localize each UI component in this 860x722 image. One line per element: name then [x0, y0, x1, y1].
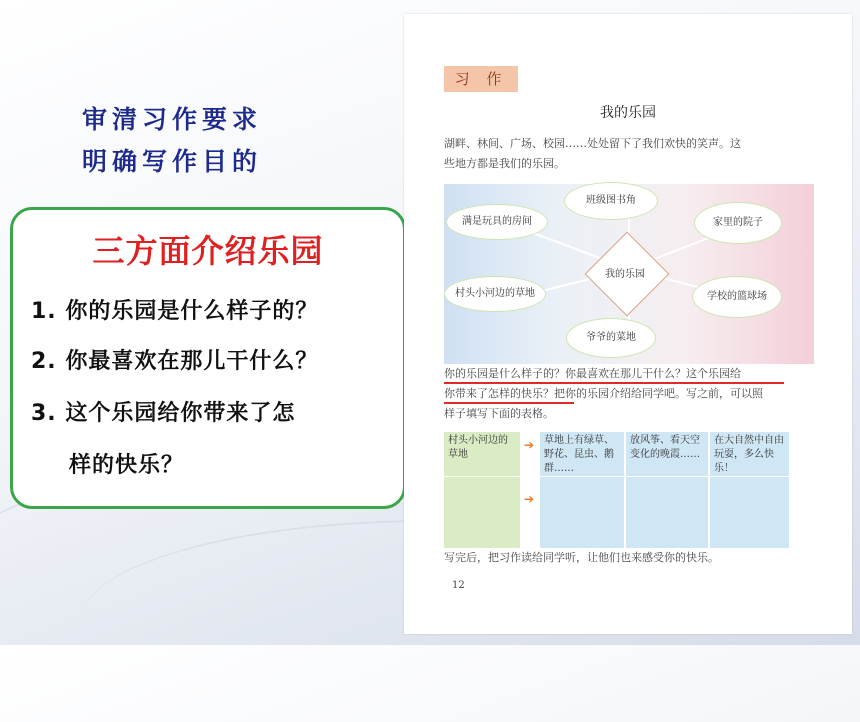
heading-line-1: 审清习作要求 — [82, 105, 263, 134]
para-line-2: 你带来了怎样的快乐？把你的乐园介绍给同学吧。写之前，可以照 — [444, 387, 763, 400]
question-3: 3. 这个乐园给你带来了怎 — [31, 401, 296, 426]
table-cell-place: 村头小河边的草地 — [444, 432, 520, 548]
exercise-tag: 习 作 — [444, 66, 518, 92]
underline-1 — [444, 382, 784, 384]
table-cell-feeling: 在大自然中自由玩耍，多么快乐！ — [710, 432, 789, 548]
fill-table — [444, 432, 789, 548]
arrow-icon: ➔ — [524, 492, 535, 506]
box-title: 三方面介绍乐园 — [92, 232, 324, 270]
question-1: 1. 你的乐园是什么样子的？ — [31, 299, 319, 324]
node-class-library: 班级图书角 — [564, 182, 658, 220]
three-aspects-box — [10, 207, 406, 509]
heading-line-2: 明确写作目的 — [82, 147, 263, 176]
table-divider-left — [444, 476, 520, 477]
node-grandpa-garden: 爷爷的菜地 — [566, 318, 656, 358]
intro-line-1: 湖畔、林间、广场、校园……处处留下了我们欢快的笑声。这 — [444, 137, 741, 150]
table-cell-scene: 草地上有绿草、野花、昆虫、鹅群…… — [540, 432, 624, 548]
question-3-continued: 样的快乐？ — [69, 453, 185, 478]
intro-line-2: 些地方都是我们的乐园。 — [444, 157, 565, 170]
page-title: 我的乐园 — [600, 105, 656, 121]
center-label: 我的乐园 — [605, 269, 645, 280]
closing-text: 写完后，把习作读给同学听，让他们也来感受你的快乐。 — [444, 551, 719, 564]
arrow-icon: ➔ — [524, 438, 535, 452]
table-divider — [540, 476, 789, 477]
node-toy-room: 满是玩具的房间 — [446, 204, 548, 240]
node-home-yard: 家里的院子 — [694, 202, 782, 244]
question-2: 2. 你最喜欢在那儿干什么？ — [31, 349, 319, 374]
node-basketball-court: 学校的篮球场 — [692, 276, 782, 318]
textbook-page — [404, 14, 852, 634]
page-number: 12 — [452, 580, 465, 591]
para-line-3: 样子填写下面的表格。 — [444, 407, 554, 420]
underline-2 — [444, 402, 574, 404]
table-cell-activity: 放风筝、看天空变化的晚霞…… — [626, 432, 708, 548]
para-line-1: 你的乐园是什么样子的？你最喜欢在那儿干什么？这个乐园给 — [444, 367, 741, 380]
node-river-grass: 村头小河边的草地 — [444, 276, 546, 312]
